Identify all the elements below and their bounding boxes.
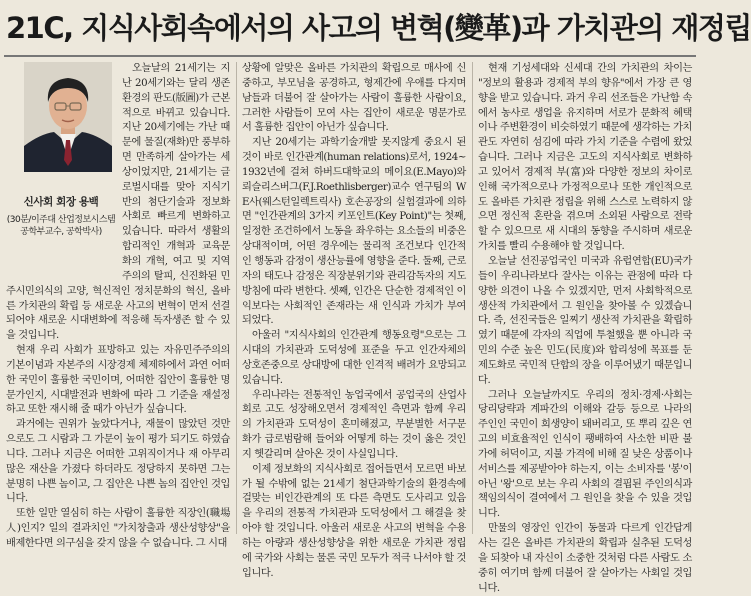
column-3 — [478, 62, 692, 594]
column-divider — [236, 62, 237, 534]
paragraph: 현재 기성세대와 신세대 간의 가치관의 차이는 "정보의 활용과 경제적 부의 향유"에서 가장 큰 영향을 받고 있습니다. 과거 우리 선조들은 가난함 속에서 농사로 생업을 유지하며 서로가 문화적 혜택이나 주변환경이 비슷하였기 때문에 생각하는 가치관도 자연히 섬김에 따라 가치 기준을 수렴에 왔었습니다. 그러나 지금은 고도의 지식사회로 변화하고 있어서 경제적 부(富)와 다양한 정보의 차이로 인해 국가적으로나 가정적으로나 또한 개인적으로도 올바른 가치관 정립을 위해 스스로 노력하지 않으면 정신적 혼란을 겪으며 소외된 사람으로 전락할 수 있으므로 새 시대의 동향을 주시하며 새로운 가치를 빨리 수용해야 할 것입니다. — [478, 63, 692, 253]
paragraph: 그러나 오늘날까지도 우리의 정치·경제·사회는 당리당략과 계파간의 이해와 갈등 등으로 나라의 주인인 국민이 희생양이 돼버리고, 또 뿌리 깊은 연고의 비효율적인 인식이 팽배하여 사소한 비판 불가에 허덕이고, 지불 가격에 비해 질 낮은 상품이나 서비스를 제공받아야 하는지, 이는 소비자를 '봉'이 아닌 '왕'으로 보는 우리 사회의 결핍된 주인의식과 책임의식이 결여에서 그 원인을 찾을 수 있을 것입니다. — [478, 389, 692, 520]
paragraph: 만물의 영장인 인간이 동물과 다르게 인간답게 사는 길은 올바른 가치관의 확립과 실추된 도덕성을 되찾아 내 자신이 소중한 것처럼 다른 사람도 소중히 여기며 함께 더불어 잘 살아가는 사회일 것입니다. — [478, 523, 692, 594]
author-caption — [6, 194, 116, 238]
column-2 — [242, 62, 466, 579]
headline-rule — [4, 55, 696, 57]
author-photo — [24, 62, 112, 172]
paragraph: 오늘날 선진공업국인 미국과 유럽연합(EU)국가들이 우리나라보다 잘사는 이유는 관점에 따라 다양한 의견이 나올 수 있겠지만, 먼저 사회학적으로 생산적 가치관에서 그 원인을 찾아볼 수 있겠습니다. 즉, 선진국들은 일찌기 생산적 가치관을 확립하였기 때문에 각자의 직업에 투철했을 뿐 아니라 국민의 수준 높은 민도(民度)와 합리성에 목표를 둔 제도화로 국민적 단합의 장을 이루어냈기 때문입니다. — [478, 255, 692, 386]
paragraph: 또한 일만 열심히 하는 사람이 훌륭한 직장인(職場人)인지? 일의 결과치인 "가치창출과 생산성향상"을 배제한다면 의구심을 갖지 않을 수 없습니다. 그 시대 — [6, 508, 230, 549]
paragraph: 지난 20세기는 과학기술개발 못지않게 중요시 된 것이 바로 인간관계(human relations)로서, 1924~1932년에 걸쳐 하버드대학교의 메이요(E.Mayo)와 뢰슬리스버그(F.J.Roethlisberger)교수 연구팀의 WE사(웨스턴일렉트릭사) 호손공장의 실험결과에 의하면 "인간관계의 3가지 키포인트(Key Point)"는 첫째, 일정한 조건하에서 노동을 좌우하는 요소들의 비중은 상대적이며, 어떤 경우에는 물리적 조건보다 인간적인 행동과 감정이 생산능률에 영향을 준다. 둘째, 근로자의 태도나 감정은 직장분위기와 관리감독자의 지도방침에 따라 변한다. 셋째, 인간은 단순한 경제적인 이익보다는 사회적인 존재라는 새 인식과 가치가 부여되었다. — [242, 137, 466, 327]
author-box — [6, 62, 116, 272]
paragraph: 현재 우리 사회가 표방하고 있는 자유민주주의의 기본이념과 자본주의 시장경제 체제하에서 과연 어떠한 국민이 훌륭한 국민이며, 어떠한 집안이 훌륭한 명문가인지, 시대발전과 변화에 따라 그 기준을 재설정하고 또한 재시해 줄 때가 아닌가 싶습니다. — [6, 345, 230, 416]
author-affiliation: (30분/이주대 산업정보시스템 — [6, 215, 116, 225]
paragraph: 이제 정보화의 지식사회로 접어들면서 모르면 바보가 될 수밖에 없는 21세기 첨단과학기술의 환경속에 걸맞는 비인간관계의 또 다른 측면도 도사리고 있음을 우리의 전통적 가치관과 도덕성에서 그 해결을 찾아야 할 것입니다. 아울러 새로운 사고의 변혁을 수용하는 아량과 생산성향상을 위한 새로운 가치관 정립에 국가와 사회는 물론 국민 모두가 적극 나서야 할 것입니다. — [242, 463, 466, 579]
author-name: 신사회 회장 용백 — [23, 196, 99, 208]
paragraph: 상황에 알맞은 올바른 가치관의 확립으로 매사에 신중하고, 부모님을 공경하고, 형제간에 우애를 다지며 남들과 더불어 잘 살아가는 사람이 훌륭한 사람이요, 그러한 사람들이 모여 사는 집안이 새로운 명문가로서 훌륭한 집안이 아닌가 싶습니다. — [242, 63, 466, 134]
column-1 — [6, 62, 230, 549]
paragraph: 우리나라는 전통적인 농업국에서 공업국의 산업사회로 고도 성장해오면서 경제적인 측면과 함께 우리의 가치관과 도덕성이 혼미해졌고, 무분별한 서구문화가 급로범람해 들어와 어떻게 하는 것이 옳은 것인지 헷갈리며 살아온 것이 사실입니다. — [242, 389, 466, 460]
author-title: 공학부교수, 공학박사) — [20, 227, 102, 237]
paragraph: 아울러 "지식사회의 인간관계 행동요령"으로는 그 시대의 가치관과 도덕성에 표준을 두고 인간자체의 상호존중으로 상대방에 대한 인격적 배려가 요망되고 있습니다. — [242, 330, 466, 386]
paragraph: 오늘날의 21세기는 지난 20세기와는 달리 생존환경의 판도(版圖)가 근본적으로 바뀌고 있습니다. 지난 20세기에는 가난 때문에 물질(재화)만 풍부하면 만족하게 살아가는 세상이었지만, 21세기는 글로벌시대를 맞아 지식기반의 첨단기술과 정보화사회로 빠르게 변화하고 있습니다. 따라서 생활의 합리적인 개혁과 교육문화의 개혁, 여고 및 지역주의의 탈피, 신진화된 민주시민의식의 고양, 혁신적인 정치문화의 혁신, 올바른 가치관의 확립 등 새로운 사고의 변혁이 먼저 선결되어야 새로운 시대변화에 적응해 독자생존 할 수 있을 것입니다. — [6, 63, 230, 342]
headline: 21C, 지식사회속에서의 사고의 변혁(變革)과 가치관의 재정립 — [6, 11, 751, 45]
paragraph: 과거에는 권위가 높았다거나, 재물이 많았던 것만으로도 그 시람과 그 가문이 높이 평가 되기도 하였습니다. 그러나 지금은 어떠한 고위직이거나 재 아무리 많은 재산을 가졌다 하더라도 정당하지 못하면 그는 분명히 나쁜 놈이고, 그 집안은 나쁜 놈의 집안인 것입니다. — [6, 419, 230, 505]
column-divider — [472, 62, 473, 534]
